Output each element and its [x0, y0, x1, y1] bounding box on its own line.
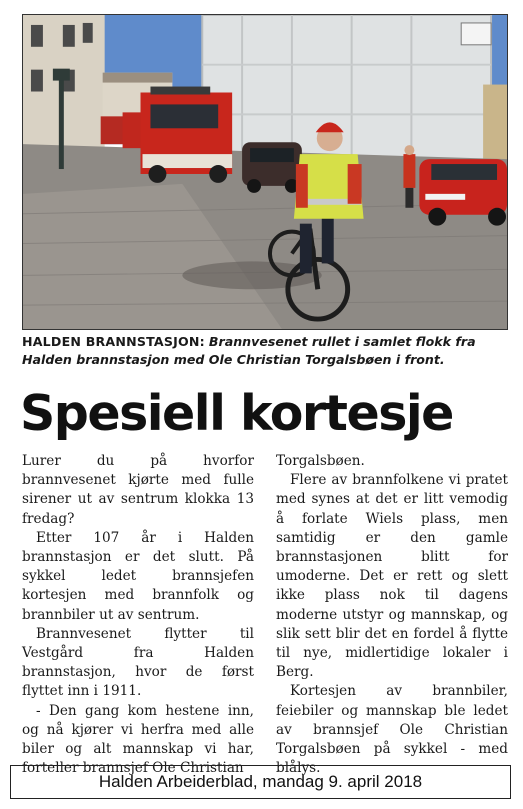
source-citation: Halden Arbeiderblad, mandag 9. april 2018 [10, 765, 511, 799]
article-paragraph: Etter 107 år i Halden brannstasjon er det slutt. På sykkel ledet brannsjefen kortesjen med brannfolk og brannbiler ut av sentrum. [22, 529, 254, 623]
article-paragraph: Torgalsbøen. [276, 453, 365, 469]
article-paragraph: Kortesjen av brannbiler, feiebiler og mannskap ble ledet av brannsjef Ole Christian Torgalsbøen på sykkel - med blålys. [276, 683, 508, 777]
caption-heading: HALDEN BRANNSTASJON: [22, 334, 205, 349]
article-paragraph: Flere av brannfolkene vi pratet med synes at det er litt vemodig å forlate Wiels plass, men samtidig er den gamle brannstasjonen blitt for umoderne. Det er rett og slett ikke plass nok til dagens moderne utstyr og mannskap, og slik sett blir det en fordel å flytte til nye, midlertidige lokaler i Berg. [276, 472, 508, 681]
news-photo [22, 14, 508, 330]
article-column-left [22, 452, 254, 778]
article-paragraph: - Den gang kom hestene inn, og nå kjører vi herfra med alle biler og alt mannskap vi har, forteller brannsjef Ole Christian [22, 702, 254, 777]
article-paragraph: Lurer du på hvorfor brannvesenet kjørte med fulle sirener ut av sentrum klokka 13 fredag? [22, 453, 254, 527]
caption-text: Brannvesenet rullet i samlet flokk fra Halden brannstasjon med Ole Christian Torgalsbøen i front. [22, 334, 476, 367]
article-paragraph: Brannvesenet flytter til Vestgård fra Halden brannstasjon, hvor de først flyttet inn i 1911. [22, 625, 254, 700]
article-column-right [276, 452, 508, 778]
article-body [22, 452, 510, 777]
photo-caption [22, 333, 508, 369]
article-headline: Spesiell kortesje [20, 385, 453, 442]
photo-fire-trucks-cyclist-icon [23, 15, 507, 329]
